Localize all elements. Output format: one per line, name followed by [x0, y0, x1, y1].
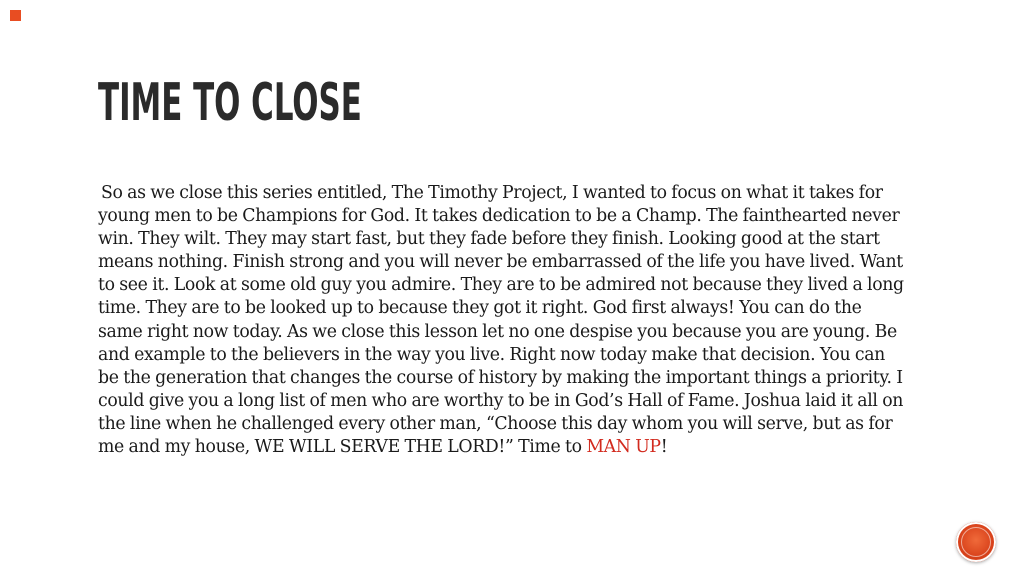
slide-body: [98, 182, 904, 459]
accent-square-icon: [10, 10, 21, 21]
body-text-highlight: MAN UP: [586, 437, 661, 458]
slide-nav-button[interactable]: [956, 522, 996, 562]
slide-title: TIME TO CLOSE: [98, 73, 362, 133]
body-text-main: So as we close this series entitled, The Timothy Project, I wanted to focus on what it takes for young men to be Champions for God. It takes dedication to be a Champ. The fainthearted never win. They wilt. They may start fast, but they fade before they finish. Looking good at the start means nothing. Finish strong and you will never be embarrassed of the life you have lived. Want to see it. Look at some old guy you admire. They are to be admired not because they lived a long time. They are to be looked up to because they got it right. God first always! You can do the same right now today. As we close this lesson let no one despise you because you are young. Be and example to the believers in the way you live. Right now today make that decision. You can be the generation that changes the course of history by making the important things a priority. I could give you a long list of men who are worthy to be in God’s Hall of Fame. Joshua laid it all on the line when he challenged every other man, “Choose this day whom you will serve, but as for me and my house, WE WILL SERVE THE LORD!” Time to: [98, 183, 904, 458]
body-text-end: !: [660, 437, 668, 458]
